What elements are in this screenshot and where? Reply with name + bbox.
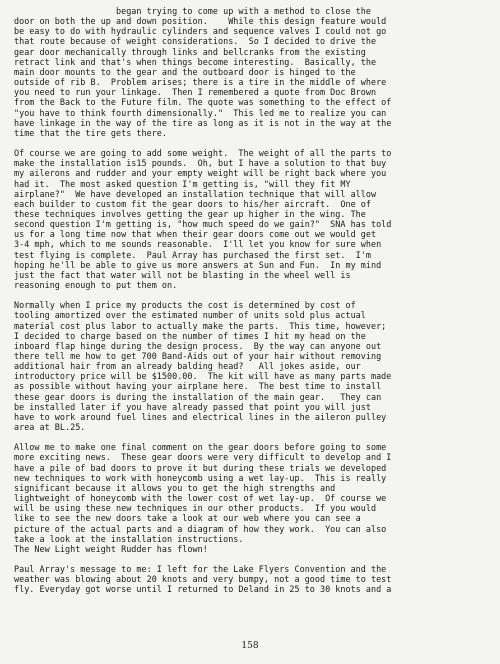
page-number: 158: [241, 641, 259, 651]
paragraph-weight-and-fitment: Of course we are going to add some weight. The weight of all the parts to make the installation is15 pounds. Oh, but I have a solution to that buy my ailerons and rudder and your empty weight will be right back where you had it. The most asked question I'm getting is, "will they fit MY airplane?" We have developed an installation technique that will allow each builder to custom fit the gear doors to his/her aircraft. One of these techniques involves getting the gear up higher in the wing. The second question I'm getting is, "how much speed do we gain?" SNA has told us for a long time now that when their gear doors come out we would get 3-4 mph, which to me sounds reasonable. I'll let you know for sure when test flying is complete. Paul Array has purchased the first set. I'm hoping he'll be able to give us more answers at Sun and Fun. In my mind just the fact that water will not be blasting in the wheel well is reasoning enough to put them on.: [14, 148, 392, 291]
paragraph-pricing: Normally when I price my products the cost is determined by cost of tooling amortized over the estimated number of units sold plus actual material cost plus labor to actually make the parts. This time, however; I decided to charge based on the number of times I hit my head on the inboard flap hinge during the design process. By the way can anyone out there tell me how to get 700 Band-Aids out of your hair without removing additional hair from an already balding head? All jokes aside, our introductory price will be $1500.00. The kit will have as many parts made as possible without having your airplane here. The best time to install these gear doors is during the installation of the main gear. They can be installed later if you have already passed that point you will just have to work around fuel lines and electrical lines in the aileron pulley area at BL.25.: [14, 300, 392, 433]
paragraph-paul-array-message: Paul Array's message to me: I left for the Lake Flyers Convention and the weather was blowing about 20 knots and very bumpy, not a good time to test fly. Everyday got worse until I returned to Deland in 25 to 30 knots and a: [14, 563, 392, 595]
paragraph-gear-door-mechanism: began trying to come up with a method to close the door on both the up and down position. While this design feature would be easy to do with hydraulic cylinders and sequence valves I could not go that route because of weight considerations. So I decided to drive the gear door mechanically through links and bellcranks from the existing retract link and that's when things become interesting. Basically, the main door mounts to the gear and the outboard door is hinged to the outside of rib B. Problem arises; there is a tire in the middle of where you need to run your linkage. Then I remembered a quote from Doc Brown from the Back to the Future film. The quote was something to the effect of "you have to think fourth dimensionally." This led me to realize you can have linkage in the way of the tire as long as it is not in the way at the time that the tire gets there.: [14, 6, 392, 138]
paragraph-honeycomb-techniques: Allow me to make one final comment on the gear doors before going to some more exciting news. These gear doors were very difficult to develop and I have a pile of bad doors to prove it but during these trials we developed new techniques to work with honeycomb using a wet lay-up. This is really significant because it allows you to get the high strengths and lightweight of honeycomb with the lower cost of wet lay-up. Of course we will be using these new techniques in our other products. If you would like to see the new doors take a look at our web where you can see a picture of the actual parts and a diagram of how they work. You can also take a look at the installation instructions. The New Light weight Rudder has flown!: [14, 442, 392, 554]
